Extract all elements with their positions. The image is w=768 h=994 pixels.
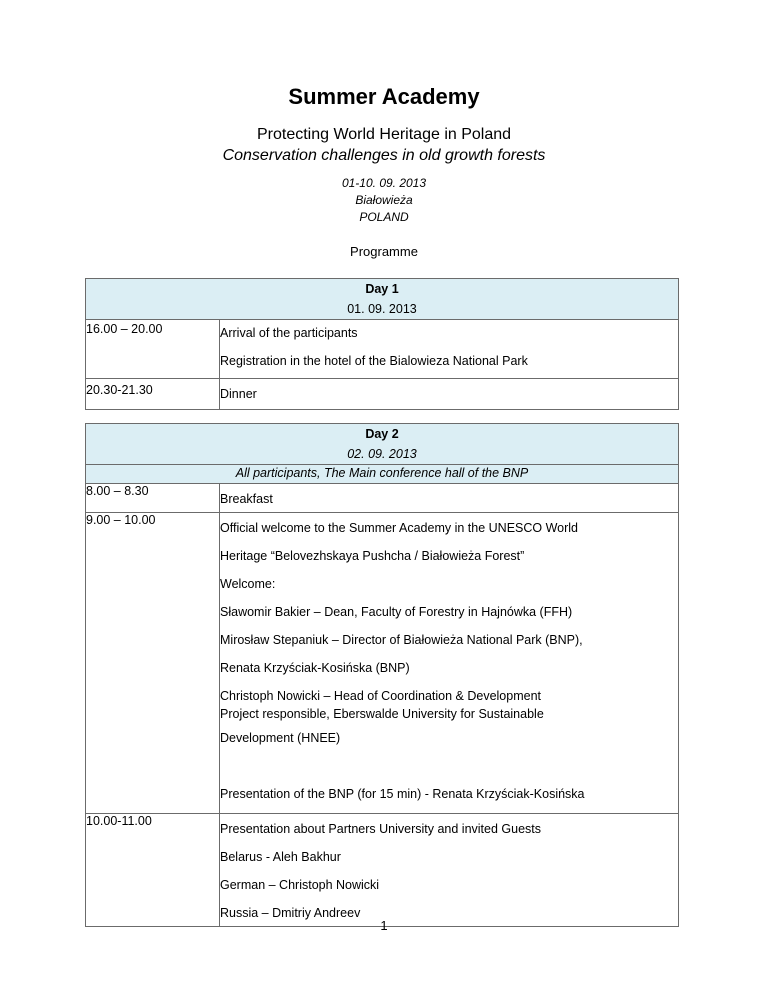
page-number: 1 [380, 918, 388, 933]
row-description [220, 814, 679, 927]
table-row [86, 379, 679, 410]
day1-date: 01. 09. 2013 [347, 302, 417, 316]
row-description [220, 379, 679, 410]
row-line: Breakfast [220, 492, 273, 506]
day1-table [85, 278, 679, 410]
day1-header [86, 279, 679, 320]
programme-label: Programme [350, 244, 418, 259]
row-line: Presentation about Partners University and invited Guests [220, 822, 542, 836]
row-time: 8.00 – 8.30 [86, 484, 220, 513]
event-country: POLAND [359, 210, 409, 224]
row-line: Registration in the hotel of the Bialowieza National Park [220, 354, 528, 368]
row-time: 16.00 – 20.00 [86, 320, 220, 379]
day1-label: Day 1 [365, 282, 399, 296]
day2-label: Day 2 [365, 427, 399, 441]
event-place: Białowieża [355, 193, 413, 207]
row-line: Official welcome to the Summer Academy in the UNESCO World [220, 521, 579, 535]
row-line: German – Christoph Nowicki [220, 878, 380, 892]
day2-table [85, 423, 679, 927]
row-line: Development (HNEE) [220, 731, 341, 745]
row-line: Welcome: [220, 577, 276, 591]
row-line: Sławomir Bakier – Dean, Faculty of Forestry in Hajnówka (FFH) [220, 605, 573, 619]
row-line: Russia – Dmitriy Andreev [220, 906, 361, 920]
table-row [86, 814, 679, 927]
day2-date: 02. 09. 2013 [347, 447, 417, 461]
row-line: Renata Krzyściak-Kosińska (BNP) [220, 661, 410, 675]
document-subtitle: Protecting World Heritage in Poland [256, 126, 512, 143]
row-description [220, 320, 679, 379]
day2-header [86, 424, 679, 465]
row-line: Heritage “Belovezhskaya Pushcha / Białowieża Forest” [220, 549, 525, 563]
row-line: Christoph Nowicki – Head of Coordination & Development [220, 689, 541, 703]
document-subtitle-italic: Conservation challenges in old growth forests [222, 147, 546, 164]
row-line: Belarus - Aleh Bakhur [220, 850, 341, 864]
row-line: Dinner [220, 387, 257, 401]
row-time: 10.00-11.00 [86, 814, 220, 927]
table-row [86, 513, 679, 814]
row-line: Mirosław Stepaniuk – Director of Białowieża National Park (BNP), [220, 633, 583, 647]
row-time: 20.30-21.30 [86, 379, 220, 410]
row-line: Arrival of the participants [220, 326, 358, 340]
row-time: 9.00 – 10.00 [86, 513, 220, 814]
row-line: Project responsible, Eberswalde University for Sustainable [220, 707, 544, 721]
row-line: Presentation of the BNP (for 15 min) - Renata Krzyściak-Kosińska [220, 787, 585, 801]
table-row [86, 484, 679, 513]
row-description [220, 484, 679, 513]
day2-note: All participants, The Main conference hall of the BNP [86, 465, 679, 484]
table-row [86, 320, 679, 379]
event-dates: 01-10. 09. 2013 [341, 176, 427, 190]
row-description [220, 513, 679, 814]
document-title: Summer Academy [288, 84, 480, 109]
